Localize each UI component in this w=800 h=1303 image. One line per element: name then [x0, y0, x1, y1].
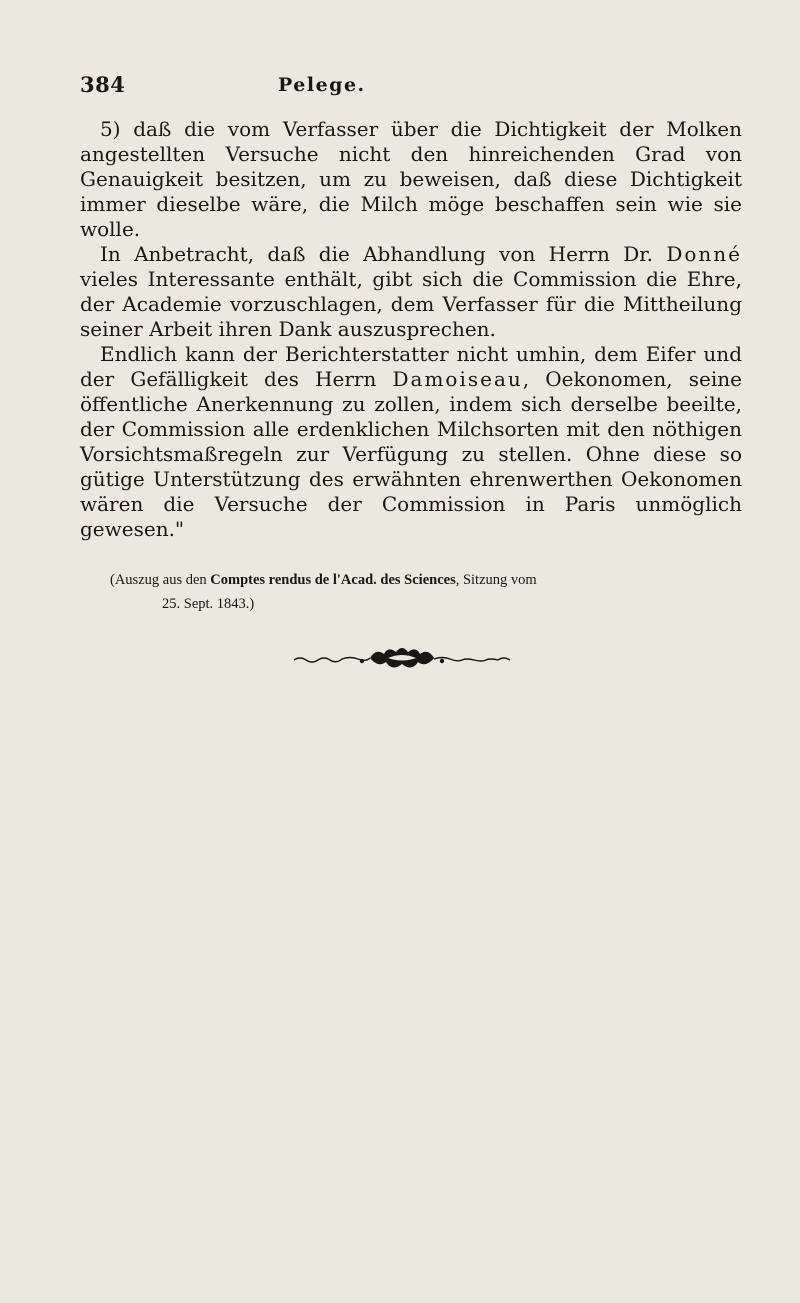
paragraph-text: In Anbetracht, daß die Abhandlung von Herrn Dr.: [100, 242, 667, 266]
journal-title: Comptes rendus de l'Acad. des Sciences: [210, 572, 456, 588]
ornament-left-flourish: [294, 658, 370, 663]
paragraph-text: , Oekonomen, seine öffentliche Anerkennung zu zollen, indem sich derselbe beeilte, der Commission alle erdenklichen Milchsorten mit den nöthigen Vorsichtsmaßregeln zur Verfügung zu stellen. Ohne diese so gütige Unterstützung des erwähnten ehrenwerthen Oekonomen wären die Versuche der Commission in Paris unmöglich gewesen.": [80, 367, 742, 541]
citation-prefix: (Auszug aus den: [110, 572, 211, 588]
ornament-dot: [440, 659, 444, 663]
running-head: Pelege.: [278, 74, 366, 96]
ornament-right-flourish: [434, 658, 510, 662]
paragraph-donne: [80, 242, 742, 342]
page-number: 384: [80, 72, 126, 97]
body-text: [80, 117, 742, 542]
ornament-dot: [360, 659, 364, 663]
paragraph-point-5: [80, 117, 742, 242]
paragraph-damoiseau: [80, 342, 742, 542]
page-header: [80, 72, 720, 106]
citation-date: 25. Sept. 1843.): [162, 596, 255, 612]
citation-suffix: , Sitzung vom: [455, 572, 537, 588]
paragraph-text: vieles Interessante enthält, gibt sich die Commission die Ehre, der Academie vorzuschlagen, dem Verfasser für die Mittheilung seiner Arbeit ihren Dank auszusprechen.: [80, 267, 742, 341]
person-name: Damoiseau: [392, 367, 523, 391]
source-citation: [110, 568, 730, 616]
person-name: Donné: [666, 242, 742, 266]
decorative-rule-ornament: [292, 644, 512, 674]
paragraph-text: Endlich kann der Berichterstatter nicht umhin, dem Eifer und der Gefälligkeit des Herrn: [80, 342, 742, 391]
paragraph-text: 5) daß die vom Verfasser über die Dichtigkeit der Molken angestellten Versuche nicht den hinreichenden Grad von Genauigkeit besitzen, um zu beweisen, daß diese Dichtigkeit immer dieselbe wäre, die Milch möge beschaffen sein wie sie wolle.: [80, 117, 742, 241]
